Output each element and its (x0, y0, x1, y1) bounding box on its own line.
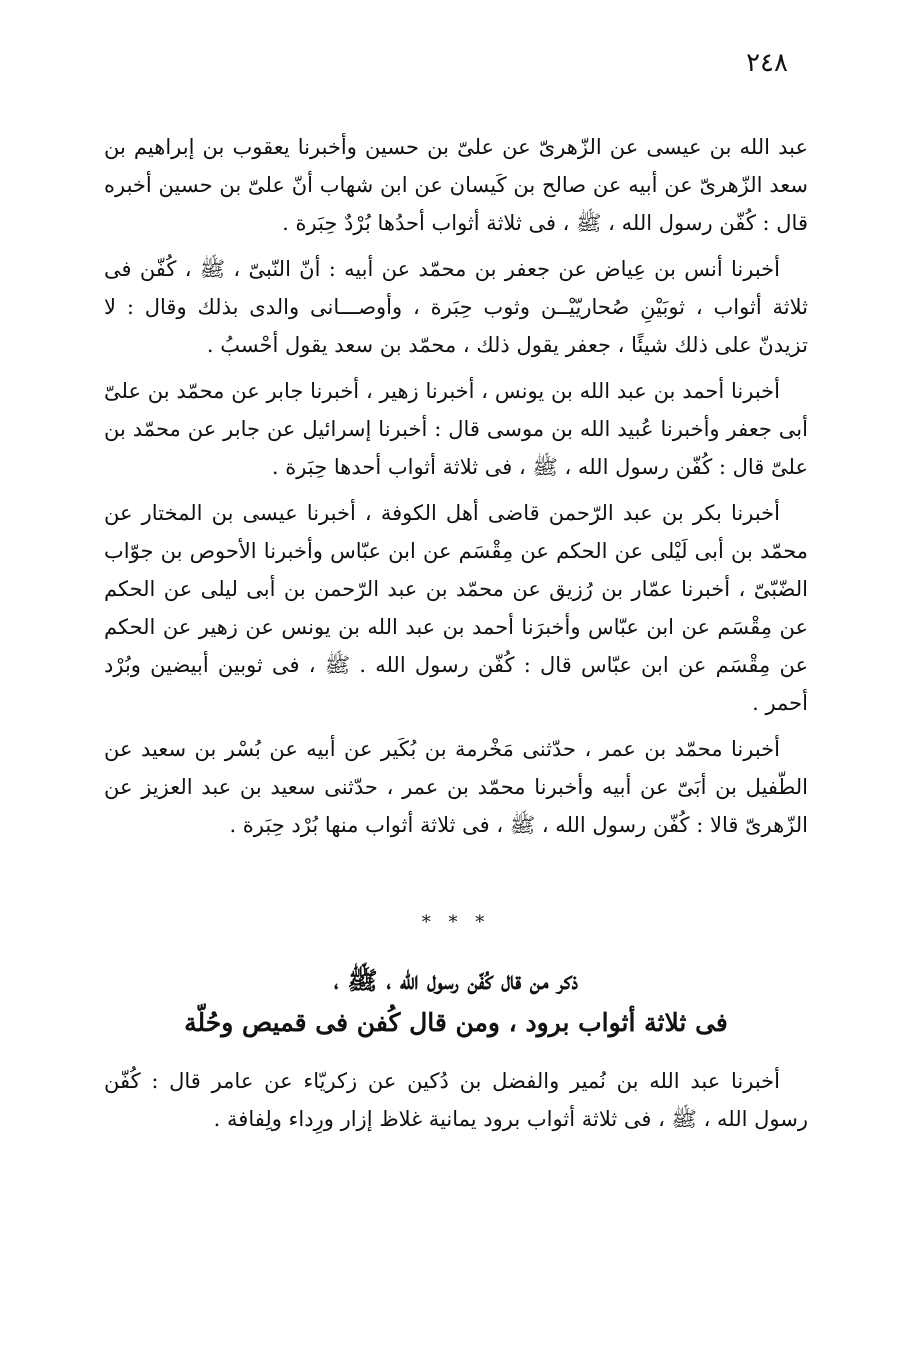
paragraph-5: أخبرنا محمّد بن عمر ، حدّثنى مَخْرمة بن بُكَير عن أبيه عن بُسْر بن سعيد عن الطّفيل بن أبَىّ عن أبيه وأخبرنا محمّد بن عمر ، حدّثنى سعيد بن عبد العزيز عن الزّهرىّ قالا : كُفّن رسول الله ، ﷺ ، فى ثلاثة أثواب منها بُرْد حِبَرة . (104, 737, 808, 837)
page-number: ٢٤٨ (746, 48, 788, 78)
paragraph-3: أخبرنا أحمد بن عبد الله بن يونس ، أخبرنا زهير ، أخبرنا جابر عن محمّد بن علىّ أبى جعفر وأخبرنا عُبيد الله بن موسى قال : أخبرنا إسرائيل عن جابر عن محمّد بن علىّ قال : كُفّن رسول الله ، ﷺ ، فى ثلاثة أثواب أحدها حِبَرة . (104, 379, 808, 479)
paragraph-1: عبد الله بن عيسى عن الزّهرىّ عن علىّ بن حسين وأخبرنا يعقوب بن إبراهيم بن سعد الزّهرىّ عن أبيه عن صالح بن كَيسان عن ابن شهاب أنّ علىّ بن حسين أخبره قال : كُفّن رسول الله ، ﷺ ، فى ثلاثة أثواب أحدُها بُرْدٌ حِبَرة . (104, 135, 808, 235)
section-heading-line-1: ذكر من قال كُفّن رسول الله ، ﷺ ، (333, 966, 579, 995)
section-heading-line-2: فى ثلاثة أثواب برود ، ومن قال كُفن فى قميص وحُلّة (184, 1008, 728, 1037)
section-heading (104, 960, 808, 1044)
paragraph-6: أخبرنا عبد الله بن نُمير والفضل بن دُكين عن زكريّاء عن عامر قال : كُفّن رسول الله ، ﷺ ، فى ثلاثة أثواب برود يمانية غلاظ إزار ورِداء ولِفافة . (104, 1069, 808, 1131)
paragraph-2: أخبرنا أنس بن عِياض عن جعفر بن محمّد عن أبيه : أنّ النّبىّ ، ﷺ ، كُفّن فى ثلاثة أثواب ، ثوبَيْنِ صُحاريّيْــن وثوب حِبَرة ، وأوصـــانى والدى بذلك وقال : لا تزيدنّ على ذلك شيئًا ، جعفر يقول ذلك ، محمّد بن سعد يقول أحْسبُ . (104, 257, 808, 357)
section-separator: * * * (421, 912, 491, 933)
page-body (104, 128, 808, 1146)
paragraph-4: أخبرنا بكر بن عبد الرّحمن قاضى أهل الكوفة ، أخبرنا عيسى بن المختار عن محمّد بن أبى لَيْلى عن الحكم عن مِقْسَم عن ابن عبّاس وأخبرنا الأحوص بن جوّاب الضّبّىّ ، أخبرنا عمّار بن رُزيق عن محمّد بن عبد الرّحمن بن أبى ليلى عن الحكم عن مِقْسَم عن ابن عبّاس وأخبرَنا أحمد بن عبد الله بن يونس عن زهير عن الحكم عن مِقْسَم عن ابن عبّاس قال : كُفّن رسول الله . ﷺ ، فى ثوبين أبيضين وبُرْد أحمر . (104, 501, 808, 715)
